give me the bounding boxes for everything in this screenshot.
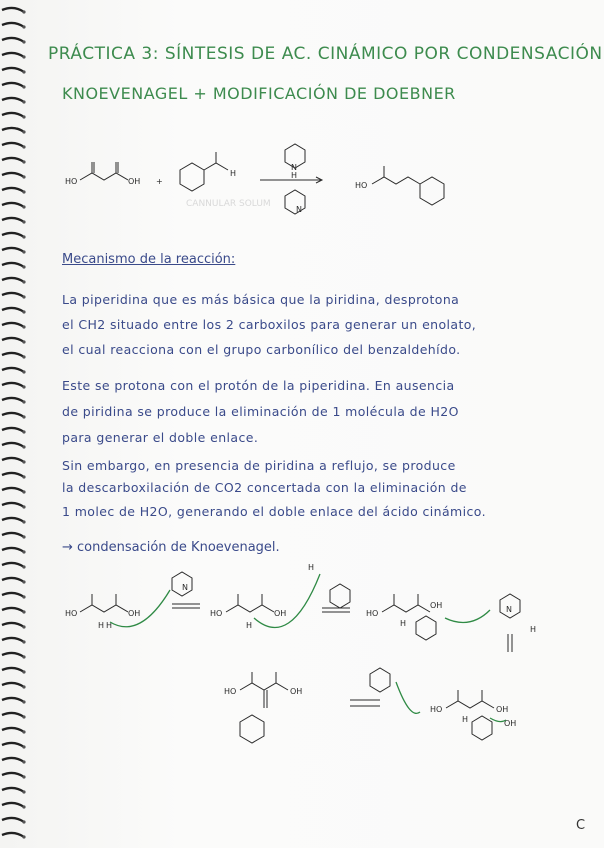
spiral-hole: [22, 340, 25, 343]
spiral-hole: [22, 55, 25, 58]
spiral-hole: [22, 310, 25, 313]
spiral-coil: [2, 353, 24, 357]
spiral-coil: [2, 398, 24, 402]
m3-ho: HO: [366, 609, 379, 618]
spiral-hole: [22, 175, 25, 178]
spiral-coil: [2, 53, 24, 57]
spiral-coil: [2, 488, 24, 492]
plus-sign: +: [156, 177, 163, 186]
spiral-hole: [22, 790, 25, 793]
paragraph-2-line-1: Este se protona con el protón de la piperidina. En ausencia: [62, 378, 455, 393]
spiral-hole: [22, 115, 25, 118]
spiral-hole: [22, 460, 25, 463]
m1-h2: H: [106, 621, 113, 630]
spiral-coil: [2, 758, 24, 762]
spiral-hole: [22, 280, 25, 283]
pip-plus-h: H: [530, 625, 537, 634]
m5-oh2: OH: [504, 719, 517, 728]
m-pip-n: N: [182, 583, 188, 592]
spiral-coil: [2, 383, 24, 387]
spiral-hole: [22, 430, 25, 433]
spiral-hole: [22, 625, 25, 628]
spiral-coil: [2, 593, 24, 597]
spiral-coil: [2, 788, 24, 792]
spiral-hole: [22, 355, 25, 358]
spiral-hole: [22, 220, 25, 223]
spiral-coil: [2, 323, 24, 327]
m1-h1: H: [98, 621, 105, 630]
spiral-hole: [22, 670, 25, 673]
spiral-hole: [22, 505, 25, 508]
spiral-coil: [2, 23, 24, 27]
page-title: PRÁCTICA 3: SÍNTESIS DE AC. CINÁMICO POR CONDENSACIÓN: [48, 44, 603, 64]
paragraph-1-line-1: La piperidina que es más básica que la piridina, desprotona: [62, 292, 460, 307]
spiral-hole: [22, 10, 25, 13]
spiral-coil: [2, 38, 24, 42]
spiral-coil: [2, 368, 24, 372]
m2-oh: OH: [274, 609, 287, 618]
paragraph-2-line-2: de piridina se produce la eliminación de 1 molécula de H2O: [62, 404, 459, 419]
benzaldehyde-h: H: [230, 169, 237, 178]
spiral-coil: [2, 188, 24, 192]
m3-oh: OH: [430, 601, 443, 610]
reagent-piperidine-n: N: [291, 163, 297, 172]
spiral-hole: [22, 730, 25, 733]
paragraph-2-line-3: para generar el doble enlace.: [62, 430, 259, 445]
ghost-bleed-text: CANNULAR SOLUM: [186, 199, 271, 209]
spiral-hole: [22, 520, 25, 523]
spiral-hole: [22, 250, 25, 253]
spiral-hole: [22, 610, 25, 613]
spiral-hole: [22, 565, 25, 568]
spiral-hole: [22, 445, 25, 448]
pip-plus-n: N: [506, 605, 512, 614]
spiral-binding: [0, 0, 30, 848]
spiral-hole: [22, 415, 25, 418]
m2-h: H: [246, 621, 253, 630]
spiral-coil: [2, 458, 24, 462]
spiral-coil: [2, 443, 24, 447]
spiral-coil: [2, 473, 24, 477]
spiral-coil: [2, 113, 24, 117]
spiral-hole: [22, 640, 25, 643]
spiral-hole: [22, 190, 25, 193]
reagent-pyridine-n: N: [296, 205, 302, 214]
spiral-hole: [22, 655, 25, 658]
spiral-hole: [22, 235, 25, 238]
spiral-hole: [22, 745, 25, 748]
paragraph-1-line-3: el cual reacciona con el grupo carbonílico del benzaldehído.: [62, 342, 461, 357]
spiral-coil: [2, 143, 24, 147]
spiral-hole: [22, 475, 25, 478]
main-reaction-scheme: [60, 140, 480, 230]
spiral-hole: [22, 805, 25, 808]
spiral-coil: [2, 743, 24, 747]
malonic-oh: OH: [128, 177, 141, 186]
spiral-coil: [2, 818, 24, 822]
m3-h: H: [400, 619, 407, 628]
spiral-hole: [22, 535, 25, 538]
spiral-coil: [2, 683, 24, 687]
spiral-hole: [22, 160, 25, 163]
malonic-ho: HO: [65, 177, 78, 186]
spiral-coil: [2, 278, 24, 282]
spiral-hole: [22, 145, 25, 148]
paragraph-1-line-2: el CH2 situado entre los 2 carboxilos para generar un enolato,: [62, 317, 477, 332]
spiral-coil: [2, 413, 24, 417]
spiral-hole: [22, 295, 25, 298]
spiral-coil: [2, 128, 24, 132]
spiral-coil: [2, 173, 24, 177]
spiral-hole: [22, 580, 25, 583]
spiral-hole: [22, 130, 25, 133]
spiral-coil: [2, 728, 24, 732]
spiral-coil: [2, 98, 24, 102]
spiral-coil: [2, 308, 24, 312]
spiral-coil: [2, 578, 24, 582]
m1-oh: OH: [128, 609, 141, 618]
spiral-coil: [2, 338, 24, 342]
spiral-hole: [22, 595, 25, 598]
spiral-coil: [2, 773, 24, 777]
spiral-coil: [2, 713, 24, 717]
spiral-coil: [2, 83, 24, 87]
spiral-hole: [22, 385, 25, 388]
m5-ho: HO: [430, 705, 443, 714]
spiral-coil: [2, 623, 24, 627]
spiral-hole: [22, 835, 25, 838]
spiral-coil: [2, 428, 24, 432]
mechanism-row-2: [200, 660, 560, 760]
spiral-coil: [2, 533, 24, 537]
spiral-coil: [2, 653, 24, 657]
spiral-hole: [22, 85, 25, 88]
mechanism-heading: Mecanismo de la reacción:: [62, 252, 236, 267]
spiral-hole: [22, 25, 25, 28]
spiral-hole: [22, 820, 25, 823]
paragraph-3-line-3: 1 molec de H2O, generando el doble enlace del ácido cinámico.: [62, 504, 486, 519]
spiral-coil: [2, 503, 24, 507]
knoevenagel-subheading: → condensación de Knoevenagel.: [62, 540, 280, 555]
spiral-coil: [2, 638, 24, 642]
spiral-hole: [22, 400, 25, 403]
spiral-coil: [2, 203, 24, 207]
spiral-coil: [2, 293, 24, 297]
reagent-piperidine-h: H: [291, 171, 298, 180]
spiral-coil: [2, 68, 24, 72]
spiral-hole: [22, 70, 25, 73]
m4-oh: OH: [290, 687, 303, 696]
spiral-hole: [22, 685, 25, 688]
page-subtitle: KNOEVENAGEL + MODIFICACIÓN DE DOEBNER: [62, 84, 456, 103]
spiral-hole: [22, 700, 25, 703]
spiral-hole: [22, 265, 25, 268]
spiral-hole: [22, 205, 25, 208]
spiral-coil: [2, 8, 24, 12]
paragraph-3-line-2: la descarboxilación de CO2 concertada con la eliminación de: [62, 480, 467, 495]
spiral-coil: [2, 563, 24, 567]
spiral-coil: [2, 263, 24, 267]
page-number: C: [576, 818, 586, 833]
spiral-hole: [22, 760, 25, 763]
spiral-hole: [22, 490, 25, 493]
m4-ho: HO: [224, 687, 237, 696]
m5-oh: OH: [496, 705, 509, 714]
spiral-coil: [2, 548, 24, 552]
spiral-coil: [2, 218, 24, 222]
benz-h: H: [308, 563, 315, 572]
spiral-hole: [22, 550, 25, 553]
spiral-hole: [22, 325, 25, 328]
spiral-coil: [2, 248, 24, 252]
m2-ho: HO: [210, 609, 223, 618]
spiral-coil: [2, 518, 24, 522]
spiral-hole: [22, 100, 25, 103]
m1-ho: HO: [65, 609, 78, 618]
product-ho: HO: [355, 181, 368, 190]
spiral-coil: [2, 698, 24, 702]
mechanism-row-1: [60, 560, 580, 660]
spiral-coil: [2, 158, 24, 162]
m5-h: H: [462, 715, 469, 724]
spiral-hole: [22, 40, 25, 43]
spiral-coil: [2, 233, 24, 237]
spiral-coil: [2, 803, 24, 807]
spiral-coil: [2, 608, 24, 612]
spiral-coil: [2, 833, 24, 837]
spiral-hole: [22, 370, 25, 373]
spiral-hole: [22, 715, 25, 718]
spiral-hole: [22, 775, 25, 778]
spiral-coil: [2, 668, 24, 672]
paragraph-3-line-1: Sin embargo, en presencia de piridina a reflujo, se produce: [62, 458, 456, 473]
